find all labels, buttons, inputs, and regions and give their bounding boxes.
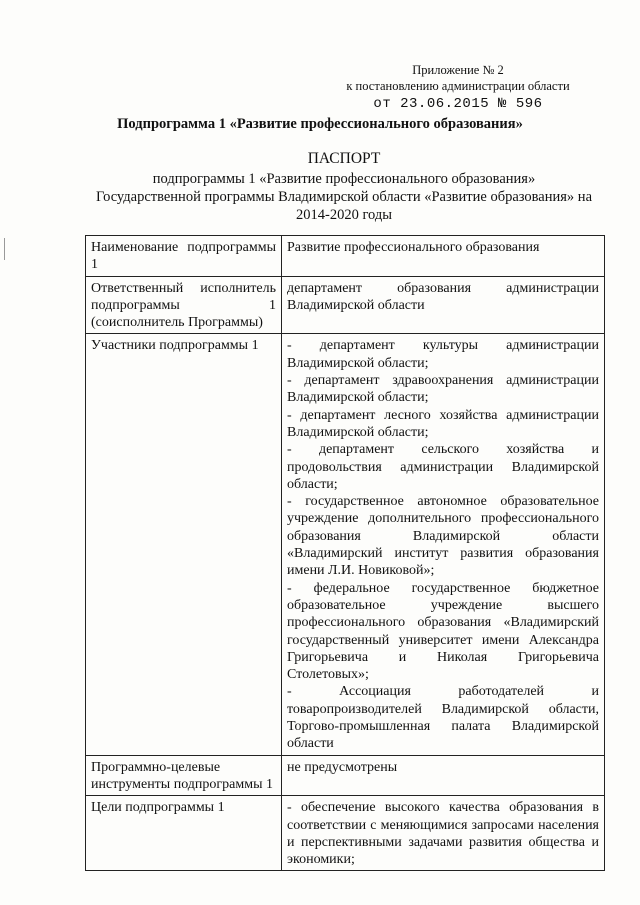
resolution-date-number: от 23.06.2015 № 596 xyxy=(373,96,543,112)
passport-table xyxy=(85,235,605,871)
subprogram-title: Подпрограмма 1 «Развитие профессионального образования» xyxy=(117,116,523,132)
value-item: - департамент лесного хозяйства администрации Владимирской области; xyxy=(287,407,599,440)
table-row xyxy=(86,755,605,796)
value-item: - федеральное государственное бюджетное образовательное учреждение высшего профессионального образования «Владимирский государственный университет имени Александра Григорьевича и Николая Григорьевича Столетовых»; xyxy=(287,580,599,683)
row-value xyxy=(282,276,605,334)
passport-line-3: 2014-2020 годы xyxy=(296,207,392,223)
value-item: не предусмотрены xyxy=(287,759,398,775)
table-row xyxy=(86,236,605,277)
appendix-header xyxy=(330,62,586,112)
passport-heading-block xyxy=(60,150,628,224)
row-value xyxy=(282,755,605,796)
resolution-reference: к постановлению администрации области xyxy=(346,79,570,93)
table-row xyxy=(86,796,605,871)
passport-line-2: Государственной программы Владимирской области «Развитие образования» на xyxy=(95,189,593,205)
row-value xyxy=(282,236,605,277)
value-item: - обеспечение высокого качества образования в соответствии с меняющимися запросами населения и перспективными задачами развития общества и экономики; xyxy=(287,800,599,868)
row-label: Программно-целевые инструменты подпрограммы 1 xyxy=(86,755,282,796)
row-label: Цели подпрограммы 1 xyxy=(86,796,282,871)
appendix-label: Приложение № 2 xyxy=(412,63,504,77)
row-label: Участники подпрограммы 1 xyxy=(86,334,282,755)
value-item: Развитие профессионального образования xyxy=(287,240,540,255)
row-value xyxy=(282,796,605,871)
value-item: - государственное автономное образовательное учреждение дополнительного профессионального образования Владимирской области «Владимирский институт развития образования имени Л.И. Новиковой»; xyxy=(287,494,599,579)
scan-margin-mark xyxy=(4,238,5,260)
table-row xyxy=(86,276,605,334)
row-label: Ответственный исполнитель подпрограммы 1 (соисполнитель Программы) xyxy=(86,276,282,334)
passport-line-1: подпрограммы 1 «Развитие профессионального образования» xyxy=(152,171,536,187)
row-label: Наименование подпрограммы 1 xyxy=(86,236,282,277)
table-row xyxy=(86,334,605,755)
value-item: - департамент культуры администрации Владимирской области; xyxy=(287,338,599,371)
passport-heading: ПАСПОРТ xyxy=(307,150,381,167)
value-item: департамент образования администрации Владимирской области xyxy=(287,280,599,313)
value-item: - департамент здравоохранения администрации Владимирской области; xyxy=(287,373,599,406)
value-item: - Ассоциация работодателей и товаропроизводителей Владимирской области, Торгово-промышленная палата Владимирской области xyxy=(287,684,599,752)
row-value xyxy=(282,334,605,755)
value-item: - департамент сельского хозяйства и продовольствия администрации Владимирской области; xyxy=(287,442,599,492)
